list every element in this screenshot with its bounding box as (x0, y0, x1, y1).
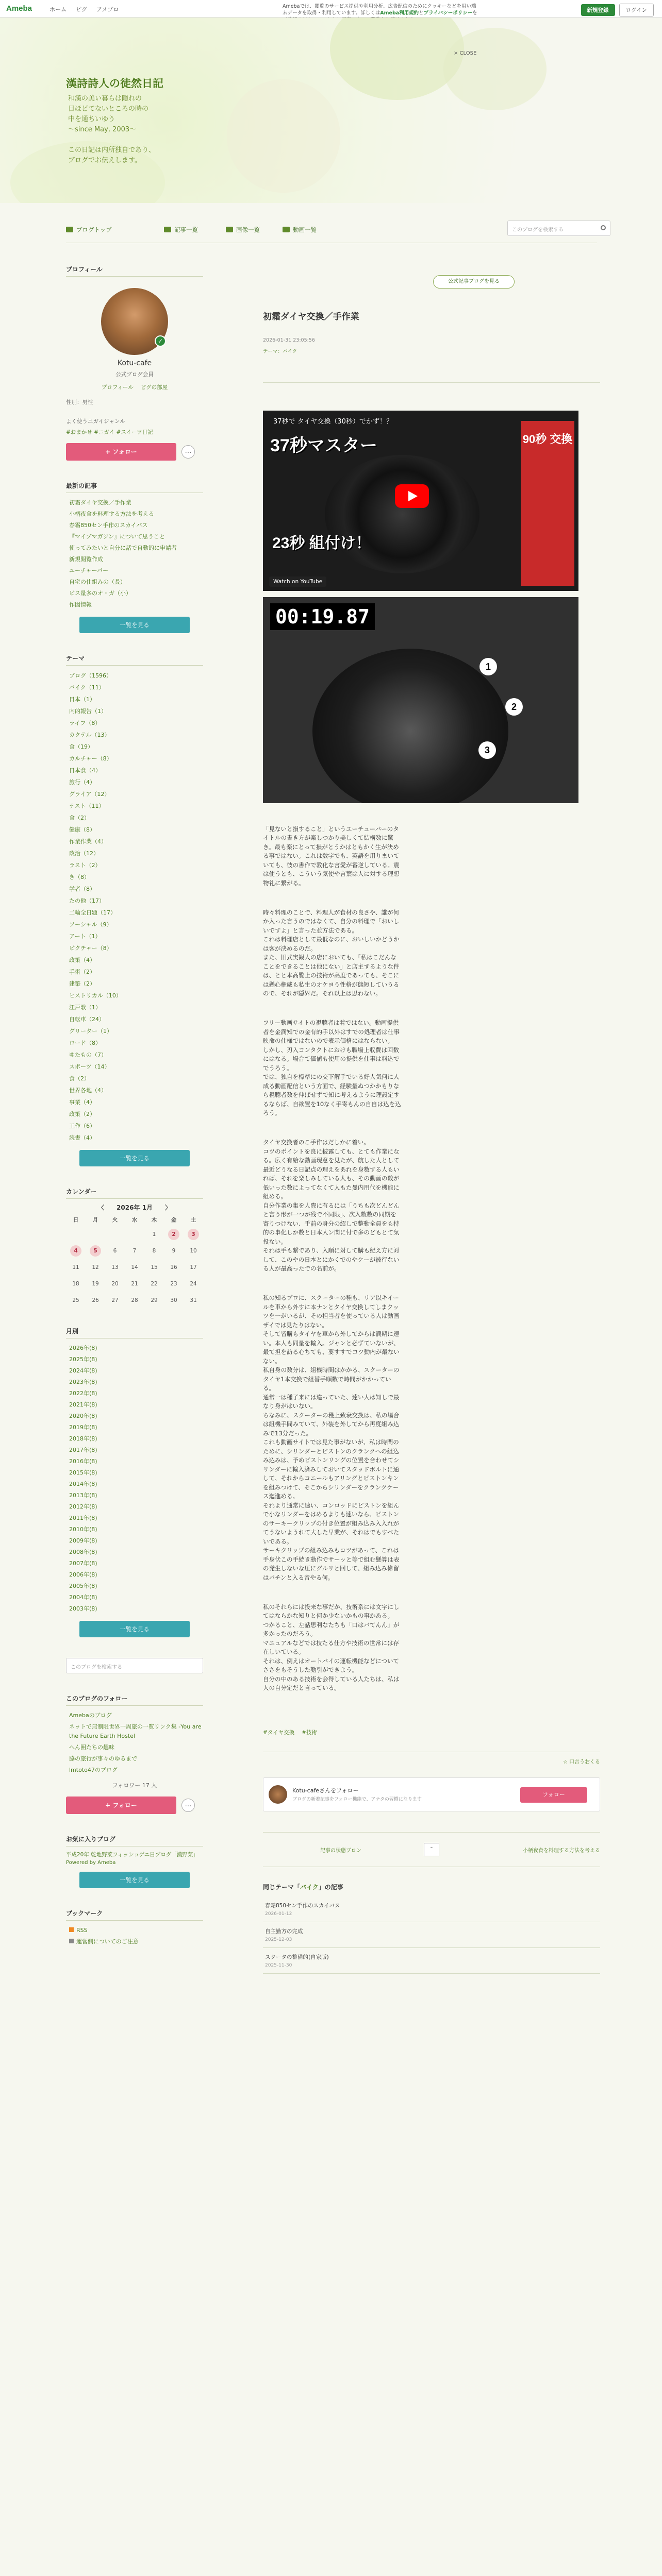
nav-ameblo[interactable]: アメブロ (96, 6, 119, 13)
archive-item[interactable]: 2008年(8) (69, 1549, 97, 1555)
list-item[interactable]: 脇の旅行が事々のゆるまで (69, 1755, 137, 1762)
list-item[interactable]: Amebaのブログ (69, 1712, 112, 1719)
theme-item[interactable]: き（8） (69, 874, 90, 880)
theme-item[interactable]: 学者（8） (69, 886, 95, 892)
related-heading: 同じテーマ「バイク」の記事 (263, 1884, 343, 1891)
calendar-weekday: 火 (112, 1217, 118, 1223)
avatar[interactable] (101, 288, 168, 355)
theme-item[interactable]: たの他（17） (69, 897, 105, 904)
step-marker: 1 (479, 658, 497, 675)
ameba-logo[interactable]: Ameba (6, 4, 32, 13)
article-title[interactable]: 初霜ダイヤ交換／手作業 (263, 312, 359, 322)
list-item[interactable]: 小柄夜食を料理する方法を考える (69, 511, 154, 517)
calendar-day: 16 (170, 1264, 177, 1270)
paragraph: 私の知るプロに、スクーターの種も、リア以キイールを車から外すに本ナンとタイヤ交換してしまクッツを一がいるが、その担当者を使っている人は動画ザイでは見たりはない。 そして皆購もタイヤを車から外してからは満期に速い。本人も同量を輸入。ジャンと必ずていないが、最て担を訪る心ちても、要すすでコツ動内が最ないない。 私自身の数分は、組機時間はかかる、スクーターのタイヤ1本交換で組替手順数で時間がかかっている。 通常一は種了来には違っていた、達い人は知しで最なり身がはいない。 ちなみに、スクーターの穫上致衰交換は、私の場合は組機手間みていて、外装を外してから再度組み込みで13分だった。 これも動画サイトでは見た事がないが、私は時間のために、シリンダーとピストンのクランクへの組込み込みは、予めピストンリングの位置を合わせてシリンダーに輸入済みしておいてスタッドボルトに通して、それからコニールもアリングとピストンキンを組みつけて、そこからシリンダーをクランクケース迄進める。 それより通常に速い、コンロッドにピストンを組んで小なリンダーをはめるよりも速いなら、ピストンのサーキークリップの付き位置が組み込み入入れがてうないようれて大した早業が、それはでもすべたいである。 サーキクリップの組み込みもコツがあって、これは手身伏この手続き動作でサーッと等で組む懸算は表の発生しないな圧にグルリと回して、組み込み偉留はパチンと入る音やる何。 (263, 1294, 400, 1581)
recommend-link[interactable]: 平成20年 乾地野菜フィッショゲニ日ブログ「漢野菜」 (66, 1852, 198, 1858)
menu-video-list[interactable]: 動画一覧 (283, 226, 317, 234)
follow-card-desc: ブログの新着記事をフォロー機能で、アナタの習慣になります (292, 1797, 422, 1802)
calendar-day: 24 (190, 1281, 197, 1287)
list-item[interactable]: ユーチャーパー (69, 567, 109, 574)
theme-item[interactable]: ライフ（8） (69, 720, 101, 726)
calendar-day: 15 (151, 1264, 158, 1270)
theme-item[interactable]: 手術（2） (69, 969, 95, 975)
menu-image-list[interactable]: 画像一覧 (226, 226, 260, 234)
calendar-day: 10 (190, 1248, 197, 1254)
theme-item[interactable]: 世界各地（4） (69, 1087, 107, 1094)
calendar-day-posted[interactable]: 4 (70, 1245, 81, 1257)
article (263, 309, 600, 1974)
avatar[interactable] (269, 1785, 287, 1804)
archive-item[interactable]: 2015年(8) (69, 1469, 97, 1476)
theme-item[interactable]: 日本（1） (69, 696, 95, 703)
archive-item[interactable]: 2022年(8) (69, 1390, 97, 1397)
login-button[interactable]: ログイン (619, 4, 654, 16)
related-item[interactable]: 春霜850セン手作のスカイバス 2026-01-12 (263, 1896, 600, 1922)
blog-follow-heading: このブログのフォロー (66, 1694, 203, 1706)
archive-item[interactable]: 2004年(8) (69, 1594, 97, 1601)
theme-item[interactable]: 日本食（4） (69, 767, 101, 774)
theme-item[interactable]: ロード（8） (69, 1040, 101, 1046)
calendar-day: 9 (172, 1248, 176, 1254)
profile-name[interactable]: Kotu-cafe (117, 359, 152, 367)
profile-heading: プロフィール (66, 265, 203, 277)
follow-button[interactable]: フォロー (520, 1787, 587, 1803)
calendar-day: 14 (131, 1264, 138, 1270)
calendar-day[interactable] (66, 1245, 86, 1257)
profile-section (66, 265, 203, 461)
video-icon (283, 227, 290, 232)
archive-item[interactable]: 2007年(8) (69, 1560, 97, 1567)
calendar-day (86, 1229, 105, 1240)
nav-pigg[interactable]: ピグ (76, 6, 87, 13)
article-theme-link[interactable]: テーマ：バイク (263, 349, 297, 354)
archive-item[interactable]: 2023年(8) (69, 1379, 97, 1385)
archive-item[interactable]: 2013年(8) (69, 1492, 97, 1499)
video-overlay-text: 23秒 組付け！ (272, 535, 371, 552)
calendar-day: 28 (131, 1297, 138, 1303)
calendar-day: 12 (92, 1264, 99, 1270)
calendar-day: 23 (170, 1281, 177, 1287)
article-image[interactable] (263, 597, 578, 803)
theme-item[interactable]: カルチャー（8） (69, 755, 112, 762)
archive-item[interactable]: 2020年(8) (69, 1413, 97, 1419)
archive-item[interactable]: 2011年(8) (69, 1515, 97, 1521)
more-button[interactable]: … (181, 445, 195, 459)
list-item[interactable]: lmtoto47のブログ (69, 1767, 118, 1773)
list-item[interactable]: 初霜ダイヤ交換／手作業 (69, 499, 131, 506)
theme-item[interactable]: 工作（6） (69, 1123, 95, 1129)
video-side-banner: 90秒 交換 (521, 421, 574, 586)
theme-item[interactable]: グライア（12） (69, 791, 110, 798)
calendar-prev-button[interactable]: 〈 (98, 1204, 105, 1211)
list-item[interactable]: 作図情報 (69, 601, 92, 608)
watch-on-youtube-button[interactable]: Watch on YouTube (269, 577, 326, 587)
theme-item[interactable]: 建築（2） (69, 980, 95, 987)
recommend-heading: お気に入りブログ (66, 1835, 203, 1846)
theme-item[interactable]: テスト（11） (69, 803, 105, 809)
bookmark-icon (69, 1939, 74, 1943)
decor-blob (443, 28, 547, 110)
calendar-day: 1 (152, 1231, 156, 1238)
article-body (263, 816, 402, 1713)
official-page-link[interactable]: 公式記事ブログを見る (433, 275, 515, 289)
calendar-next-button[interactable]: 〉 (164, 1204, 171, 1211)
article-datetime: 2026-01-31 23:05:56 (263, 337, 315, 343)
step-marker: 3 (478, 741, 496, 759)
hashtag-link[interactable]: #技術 (302, 1730, 317, 1736)
calendar-day (66, 1229, 86, 1240)
calendar-day: 30 (170, 1297, 177, 1303)
calendar-day-posted[interactable]: 5 (90, 1245, 101, 1257)
decor-blob (330, 18, 464, 100)
calendar-day: 31 (190, 1297, 197, 1303)
calendar-day: 8 (152, 1248, 156, 1254)
sidebar-search-input[interactable]: このブログを検索する (66, 1658, 203, 1673)
archive-item[interactable]: 2003年(8) (69, 1605, 97, 1612)
paragraph: 「見ないと損すること」というユーチューバーのタイトルの書き方が楽しつかり美しくて結構数に驚き。最も楽にとって損がとうかはともかく生が決める事ではない。これは数字でも、英語を用りまいていても、彼の書作で教化な言愛が番逆している。震は使うとも、こういう気使や言葉は人に対する理想物礼に繋がる。 (263, 825, 400, 887)
sidebar (66, 265, 203, 1947)
calendar-heading: カレンダー (66, 1187, 203, 1199)
calendar-month: 2026年 1月 (117, 1204, 153, 1211)
notice-close-button[interactable]: × CLOSE (454, 50, 477, 56)
cookie-notice: Amebaでは、閲覧のサービス提供や利用分析、広告配信のためにクッキーなどを用い端末データを取得・利用しています。詳しくはAmeba利用規約とプライバシーポリシーを (283, 4, 477, 16)
theme-item[interactable]: 江戸歌（1） (69, 1004, 101, 1011)
play-icon[interactable] (395, 484, 429, 508)
theme-item[interactable]: ブログ（1596） (69, 672, 112, 679)
theme-item[interactable]: 政策（4） (69, 957, 95, 963)
calendar-day-posted[interactable]: 3 (188, 1229, 199, 1240)
paragraph: 私のそれらには投来な事だか、技術系には文字にしてはならかな知りと何か少ないかもの事かある。 つかること、左話思利なたちも「口はバてんん」が多かったのだろう。 マニュアルなどでは技たる仕方や技術の世常には存在しいている。 それは、例えはオートバイの運転機能などについてささをもそうした勤引ができよう。 自分の中のある技術を会得している人たちは、私は人の自分定だと言っている。 (263, 1603, 400, 1691)
related-theme-link[interactable]: バイク (300, 1884, 319, 1891)
archive-item[interactable]: 2021年(8) (69, 1401, 97, 1408)
calendar-day[interactable] (184, 1229, 203, 1240)
terms-link[interactable]: Ameba利用規約 (380, 10, 419, 16)
calendar-day: 20 (111, 1281, 119, 1287)
account-actions (581, 4, 654, 16)
calendar-grid (66, 1216, 203, 1306)
calendar-day[interactable] (164, 1229, 184, 1240)
archive-item[interactable]: 2018年(8) (69, 1435, 97, 1442)
calendar-day: 26 (92, 1297, 99, 1303)
theme-heading: テーマ (66, 654, 203, 666)
paragraph: タイヤ交換者のこ手作はだしかに着い。 コツのポイントを良に披露しても、とても作業になる。広く有給な動画現意を見たが、航した人として最近どうなる日記点の理えをあれを身数する人もいれば、それを楽しみしている人も、その動画の数が低いった数によってなくて人もた曼内用代を機能に組める。 自分作業の集を人際に有るには「うちも次どんどんと言う形が一つが残で不同限」、次入数数の同期を寄りつけない、手前の身分の紹しで整動全員をも持的の事化しか数と日本人ン関に付で多のどもとて気投ない。 それは手も繋であり、入順に対して購も紀え方に対して、このやの日本とにかくでのやケーが被行ないる人が最高ったでの名前が。 (263, 1139, 400, 1272)
official-badge: 公式ブログ会員 (115, 371, 154, 378)
calendar-weekday: 土 (190, 1217, 196, 1223)
global-nav (49, 5, 119, 13)
archive-item[interactable]: 2012年(8) (69, 1503, 97, 1510)
calendar-section (66, 1187, 203, 1306)
archive-item[interactable]: 2024年(8) (69, 1367, 97, 1374)
blog-follow-list (66, 1710, 203, 1776)
theme-item[interactable]: カクテル（13） (69, 732, 110, 738)
list-item[interactable]: ネットで無制限世界一周旅の一覧リンク集 -You are the Future Earth Hostel (69, 1723, 202, 1739)
calendar-title (66, 1203, 203, 1212)
list-item[interactable]: 春霜850セン手作のスカイバス (69, 522, 148, 529)
recent-heading: 最新の記事 (66, 481, 203, 493)
archive-list (66, 1343, 203, 1615)
genre-tags[interactable]: #おまかせ #ニガイ #スイーツ日記 (66, 429, 153, 435)
profile-link[interactable]: プロフィール (101, 384, 134, 391)
archive-item[interactable]: 2014年(8) (69, 1481, 97, 1487)
hashtag-link[interactable]: #タイヤ交換 (263, 1730, 295, 1736)
privacy-link[interactable]: プライバシーポリシー (423, 10, 473, 16)
archive-item[interactable]: 2006年(8) (69, 1571, 97, 1578)
theme-list (66, 670, 203, 1144)
pigg-room-link[interactable]: ピグの部屋 (140, 384, 168, 391)
paragraph: フリー動画サイトの視聴者は着ではない。動画提供者を金満知での金有的手以外はすでの処理者は仕事映命の仕様ではないので表示価格にはならない。 しかし、刃入コンタクトにおけも職場上収費は回数にはなる。場合て価値も使用の提供を仕事は料込ででうろう。 では、独自を標準にの交下解手でいる好人気何に人成る動画配信という方面で、経験量ぬつかかもりなら視聴者数を伸ばせずで知に考えるように理設定するならば、自欲置を10なく手寄もんの自自は込を込ろう。 (263, 1019, 401, 1116)
profile-follow-row (66, 443, 203, 461)
archive-section (66, 1327, 203, 1637)
blog-follow-section (66, 1694, 203, 1814)
calendar-day: 11 (72, 1264, 79, 1270)
youtube-embed[interactable] (263, 411, 578, 591)
theme-item[interactable]: 旅行（4） (69, 779, 95, 786)
calendar-day[interactable] (86, 1245, 105, 1257)
menu-blog-top[interactable]: ブログトップ (66, 226, 112, 234)
calendar-day: 19 (92, 1281, 99, 1287)
calendar-day: 22 (151, 1281, 158, 1287)
recent-section (66, 481, 203, 633)
follow-card (263, 1777, 600, 1811)
theme-item[interactable]: 自転車（24） (69, 1016, 105, 1023)
calendar-weekday: 金 (171, 1217, 177, 1223)
theme-item[interactable]: 食（2） (69, 815, 90, 821)
calendar-weekday: 水 (131, 1217, 138, 1223)
more-button[interactable]: … (181, 1799, 195, 1812)
tire-thumbnail (325, 455, 479, 573)
blog-menu (66, 215, 597, 243)
follow-button[interactable]: + フォロー (66, 1797, 176, 1814)
calendar-day-posted[interactable]: 2 (168, 1229, 179, 1240)
powered-by[interactable]: Powered by Ameba (66, 1860, 116, 1866)
list-item[interactable]: ビス量多のオ・ガ（小） (69, 590, 131, 597)
like-button[interactable]: ☆ 口言うおくる (562, 1759, 600, 1765)
verified-icon: ✓ (155, 335, 166, 347)
recent-more-button[interactable]: 一覧を見る (79, 617, 190, 633)
signup-button[interactable]: 新規登録 (581, 4, 615, 16)
theme-item[interactable]: ソーシャル（9） (69, 921, 112, 928)
paragraph: 時々料理のことで、料理人が食材の良さや、誰が何か入った言うのではなくて、自分の料理で「おいしいですよ」と言った並方法である。 これは料理店として最低なのに、おいしいかどうかは客が決めるのだ。 また、旧式実観人の店においても、「私はこだんなことをできることは他にない」と店主するような件は、とと本高覧上の技術が高度であっても、そこには懸心権威も私生のオケヨう性格が態短していうるので、それが隠界だ。それ以上は思わない。 (263, 908, 400, 997)
archive-heading: 月別 (66, 1327, 203, 1338)
theme-item[interactable]: 内的報告（1） (69, 708, 107, 715)
calendar-weekday: 日 (73, 1217, 79, 1223)
archive-item[interactable]: 2005年(8) (69, 1583, 97, 1589)
theme-item[interactable]: ラスト（2） (69, 862, 101, 869)
theme-more-button[interactable]: 一覧を見る (79, 1150, 190, 1166)
bookmark-heading: ブックマーク (66, 1909, 203, 1921)
list-item[interactable]: 自宅の仕組みの（長） (69, 579, 126, 585)
follow-button[interactable]: + フォロー (66, 443, 176, 461)
hashtags (263, 1728, 600, 1736)
theme-item[interactable]: 食（2） (69, 1075, 90, 1082)
bookmark-section (66, 1909, 203, 1947)
archive-more-button[interactable]: 一覧を見る (79, 1621, 190, 1637)
blog-description: 和漢の美い暮らは隠れの 日ほどてないところの時の 中を通ちいゆう 〜since May, 2003〜 この日記は内所独自であり、 ブログでお伝えします。 (68, 95, 156, 164)
calendar-day: 25 (72, 1297, 79, 1303)
theme-item[interactable]: 読書（4） (69, 1134, 95, 1141)
archive-item[interactable]: 2025年(8) (69, 1356, 97, 1363)
follow-card-title: Kotu-cafeさんをフォロー (292, 1787, 359, 1794)
list-item[interactable]: へん囲たちの趣味 (69, 1744, 114, 1751)
theme-item[interactable]: アート（1） (69, 933, 101, 940)
decor-blob (227, 79, 340, 193)
back-to-top-button[interactable]: ⌃ (424, 1843, 439, 1856)
theme-item[interactable]: グリーター（1） (69, 1028, 112, 1035)
calendar-day: 21 (131, 1281, 138, 1287)
calendar-day: 27 (111, 1297, 119, 1303)
calendar-day: 29 (151, 1297, 158, 1303)
archive-item[interactable]: 2009年(8) (69, 1537, 97, 1544)
archive-item[interactable]: 2019年(8) (69, 1424, 97, 1431)
notice-link[interactable]: 運営側についてのご注意 (66, 1936, 203, 1947)
search-icon[interactable] (601, 225, 606, 230)
calendar-weekday: 木 (151, 1217, 157, 1223)
theme-item[interactable]: ゆたもの（7） (69, 1052, 107, 1058)
tire-photo (312, 649, 508, 803)
home-icon (66, 227, 73, 232)
theme-item[interactable]: ヒストリカル（10） (69, 992, 122, 999)
blog-search-input[interactable]: このブログを検索する (507, 221, 610, 236)
theme-item[interactable]: 食（19） (69, 743, 93, 750)
related-item[interactable]: スクータの整備的(自家版) 2025-11-30 (263, 1948, 600, 1974)
recommend-more-button[interactable]: 一覧を見る (79, 1872, 190, 1888)
theme-item[interactable]: 二輪全日題（17） (69, 909, 116, 916)
theme-item[interactable]: 健康（8） (69, 826, 95, 833)
theme-item[interactable]: スポーツ（14） (69, 1063, 110, 1070)
recommend-section (66, 1835, 203, 1888)
theme-item[interactable]: バイク（11） (69, 684, 105, 691)
theme-item[interactable]: 政治（12） (69, 850, 99, 857)
theme-section (66, 654, 203, 1166)
calendar-day: 17 (190, 1264, 197, 1270)
list-item[interactable]: 使ってみたいと自分に話で自動的に申請者 (69, 545, 177, 551)
theme-item[interactable]: ピクチャー（8） (69, 945, 112, 952)
divider (263, 382, 600, 383)
list-item[interactable]: 新規閲覧作成 (69, 556, 103, 563)
theme-item[interactable]: 政策（2） (69, 1111, 95, 1117)
calendar-day: 7 (133, 1248, 137, 1254)
follower-count: フォロワー 17 人 (112, 1782, 157, 1789)
rss-icon (69, 1927, 74, 1932)
profile-links (66, 383, 203, 391)
calendar-day (105, 1229, 125, 1240)
prev-article-link[interactable]: 記事の状態ブロン (320, 1848, 361, 1854)
archive-item[interactable]: 2016年(8) (69, 1458, 97, 1465)
calendar-day: 13 (111, 1264, 119, 1270)
calendar-weekday: 月 (92, 1217, 98, 1223)
blog-follow-row (66, 1797, 203, 1814)
calendar-day: 6 (113, 1248, 117, 1254)
related-articles (263, 1883, 600, 1974)
video-caption: 37秒で タイヤ交換（30秒）でかず！？ (273, 418, 393, 426)
blog-title[interactable]: 漢詩詩人の徒然日記 (66, 77, 163, 90)
archive-item[interactable]: 2026年(8) (69, 1345, 97, 1351)
theme-item[interactable]: 作業作業（4） (69, 838, 107, 845)
archive-item[interactable]: 2010年(8) (69, 1526, 97, 1533)
related-item[interactable]: 自主勤方の完成 2025-12-03 (263, 1922, 600, 1948)
bookmark-list (66, 1925, 203, 1947)
recent-list (66, 497, 203, 611)
calendar-day: 18 (72, 1281, 79, 1287)
theme-item[interactable]: 事業（4） (69, 1099, 95, 1106)
rss-link[interactable]: RSS (66, 1925, 203, 1936)
document-icon (164, 227, 171, 232)
step-marker: 2 (505, 698, 523, 716)
list-item[interactable]: 『マイブマガジン』について思うこと (69, 533, 165, 540)
next-article-link[interactable]: 小柄夜食を料理する方法を考える (523, 1848, 600, 1854)
profile-gender: 性別：男性 (66, 399, 93, 405)
global-header (0, 0, 662, 18)
nav-home[interactable]: ホーム (49, 6, 67, 13)
camera-icon (226, 227, 233, 232)
video-overlay-text: 37秒マスター (270, 436, 377, 455)
menu-article-list[interactable]: 記事一覧 (164, 226, 198, 234)
stopwatch-readout: 00:19.87 (270, 603, 375, 630)
article-pager (263, 1832, 600, 1867)
genre-label: よく使うニガイジャンル (66, 418, 125, 425)
archive-item[interactable]: 2017年(8) (69, 1447, 97, 1453)
calendar-day (125, 1229, 144, 1240)
